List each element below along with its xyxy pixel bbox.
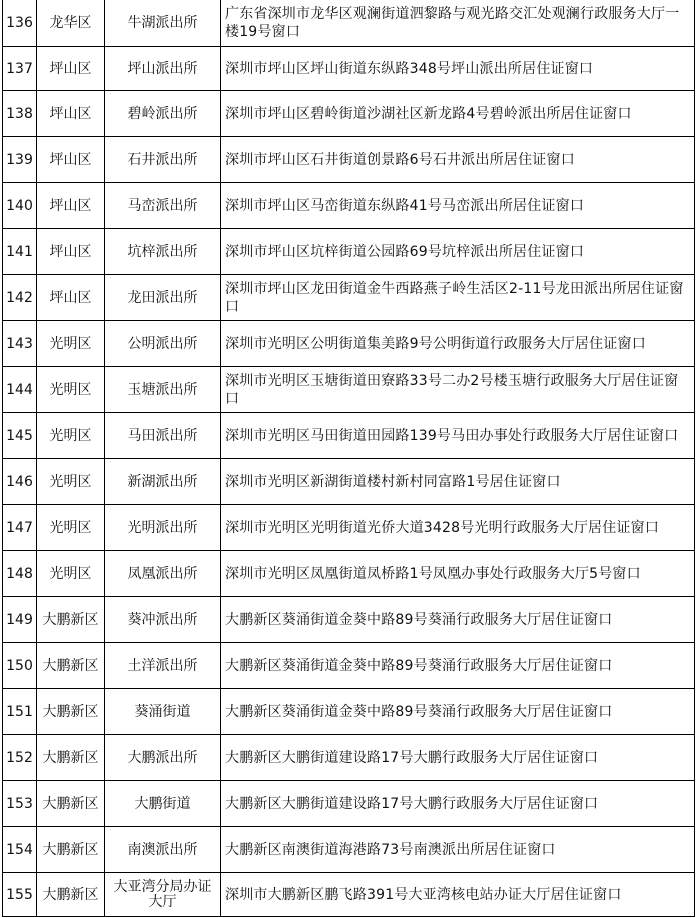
row-number: 138 (3, 91, 37, 137)
table-row (3, 321, 695, 367)
district-cell: 光明区 (37, 413, 105, 459)
district-cell: 光明区 (37, 551, 105, 597)
row-number: 149 (3, 597, 37, 643)
unit-cell: 葵冲派出所 (105, 597, 221, 643)
unit-cell: 马峦派出所 (105, 183, 221, 229)
district-cell: 龙华区 (37, 0, 105, 47)
district-cell: 大鹏新区 (37, 689, 105, 735)
address-cell: 深圳市光明区玉塘街道田寮路33号二办2号楼玉塘行政服务大厅居住证窗口 (221, 367, 695, 413)
district-cell: 大鹏新区 (37, 735, 105, 781)
unit-cell: 坪山派出所 (105, 47, 221, 91)
district-cell: 大鹏新区 (37, 827, 105, 873)
address-cell: 深圳市坪山区坪山街道东纵路348号坪山派出所居住证窗口 (221, 47, 695, 91)
row-number: 137 (3, 47, 37, 91)
table-row (3, 137, 695, 183)
row-number: 151 (3, 689, 37, 735)
address-cell: 深圳市光明区光明街道光侨大道3428号光明行政服务大厅居住证窗口 (221, 505, 695, 551)
table-row (3, 735, 695, 781)
unit-cell: 公明派出所 (105, 321, 221, 367)
address-cell: 深圳市光明区凤凰街道凤桥路1号凤凰办事处行政服务大厅5号窗口 (221, 551, 695, 597)
table-row (3, 827, 695, 873)
row-number: 150 (3, 643, 37, 689)
district-cell: 坪山区 (37, 47, 105, 91)
address-cell: 深圳市光明区马田街道田园路139号马田办事处行政服务大厅居住证窗口 (221, 413, 695, 459)
row-number: 143 (3, 321, 37, 367)
table-row (3, 551, 695, 597)
address-cell: 大鹏新区大鹏街道建设路17号大鹏行政服务大厅居住证窗口 (221, 735, 695, 781)
unit-cell: 大鹏街道 (105, 781, 221, 827)
unit-cell: 坑梓派出所 (105, 229, 221, 275)
unit-cell: 玉塘派出所 (105, 367, 221, 413)
unit-cell: 大鹏派出所 (105, 735, 221, 781)
address-cell: 深圳市坪山区马峦街道东纵路41号马峦派出所居住证窗口 (221, 183, 695, 229)
row-number: 145 (3, 413, 37, 459)
district-cell: 光明区 (37, 505, 105, 551)
address-cell: 深圳市光明区公明街道集美路9号公明街道行政服务大厅居住证窗口 (221, 321, 695, 367)
table-row (3, 0, 695, 47)
address-cell: 深圳市坪山区龙田街道金牛西路燕子岭生活区2-11号龙田派出所居住证窗口 (221, 275, 695, 321)
address-cell: 大鹏新区大鹏街道建设路17号大鹏行政服务大厅居住证窗口 (221, 781, 695, 827)
row-number: 154 (3, 827, 37, 873)
district-cell: 坪山区 (37, 183, 105, 229)
unit-cell: 龙田派出所 (105, 275, 221, 321)
table-row (3, 275, 695, 321)
unit-cell: 葵涌街道 (105, 689, 221, 735)
district-cell: 坪山区 (37, 229, 105, 275)
residence-permit-office-table (2, 0, 695, 917)
table-row (3, 367, 695, 413)
unit-cell: 光明派出所 (105, 505, 221, 551)
unit-cell: 南澳派出所 (105, 827, 221, 873)
district-cell: 坪山区 (37, 91, 105, 137)
district-cell: 大鹏新区 (37, 873, 105, 917)
address-cell: 大鹏新区葵涌街道金葵中路89号葵涌行政服务大厅居住证窗口 (221, 643, 695, 689)
unit-cell: 马田派出所 (105, 413, 221, 459)
table-row (3, 781, 695, 827)
table-row (3, 183, 695, 229)
unit-cell: 石井派出所 (105, 137, 221, 183)
row-number: 152 (3, 735, 37, 781)
row-number: 142 (3, 275, 37, 321)
table-row (3, 689, 695, 735)
address-cell: 大鹏新区葵涌街道金葵中路89号葵涌行政服务大厅居住证窗口 (221, 597, 695, 643)
row-number: 139 (3, 137, 37, 183)
table-row (3, 505, 695, 551)
row-number: 141 (3, 229, 37, 275)
district-cell: 坪山区 (37, 275, 105, 321)
district-cell: 坪山区 (37, 137, 105, 183)
unit-cell: 大亚湾分局办证大厅 (105, 873, 221, 917)
district-cell: 大鹏新区 (37, 597, 105, 643)
address-cell: 深圳市坪山区石井街道创景路6号石井派出所居住证窗口 (221, 137, 695, 183)
table-row (3, 91, 695, 137)
row-number: 140 (3, 183, 37, 229)
table-row (3, 229, 695, 275)
table-row (3, 643, 695, 689)
unit-cell: 土洋派出所 (105, 643, 221, 689)
unit-cell: 碧岭派出所 (105, 91, 221, 137)
address-cell: 深圳市光明区新湖街道楼村新村同富路1号居住证窗口 (221, 459, 695, 505)
address-cell: 大鹏新区南澳街道海港路73号南澳派出所居住证窗口 (221, 827, 695, 873)
row-number: 148 (3, 551, 37, 597)
address-cell: 大鹏新区葵涌街道金葵中路89号葵涌行政服务大厅居住证窗口 (221, 689, 695, 735)
table-row (3, 413, 695, 459)
address-cell: 深圳市坪山区坑梓街道公园路69号坑梓派出所居住证窗口 (221, 229, 695, 275)
table-row (3, 873, 695, 917)
unit-cell: 新湖派出所 (105, 459, 221, 505)
row-number: 136 (3, 0, 37, 47)
table-row (3, 459, 695, 505)
unit-cell: 牛湖派出所 (105, 0, 221, 47)
district-cell: 大鹏新区 (37, 643, 105, 689)
district-cell: 光明区 (37, 459, 105, 505)
row-number: 144 (3, 367, 37, 413)
district-cell: 大鹏新区 (37, 781, 105, 827)
address-cell: 深圳市坪山区碧岭街道沙湖社区新龙路4号碧岭派出所居住证窗口 (221, 91, 695, 137)
unit-cell: 凤凰派出所 (105, 551, 221, 597)
address-cell: 广东省深圳市龙华区观澜街道泗黎路与观光路交汇处观澜行政服务大厅一楼19号窗口 (221, 0, 695, 47)
row-number: 153 (3, 781, 37, 827)
table-body (3, 0, 695, 917)
row-number: 146 (3, 459, 37, 505)
table-row (3, 47, 695, 91)
row-number: 155 (3, 873, 37, 917)
district-cell: 光明区 (37, 321, 105, 367)
row-number: 147 (3, 505, 37, 551)
address-cell: 深圳市大鹏新区鹏飞路391号大亚湾核电站办证大厅居住证窗口 (221, 873, 695, 917)
district-cell: 光明区 (37, 367, 105, 413)
table-row (3, 597, 695, 643)
